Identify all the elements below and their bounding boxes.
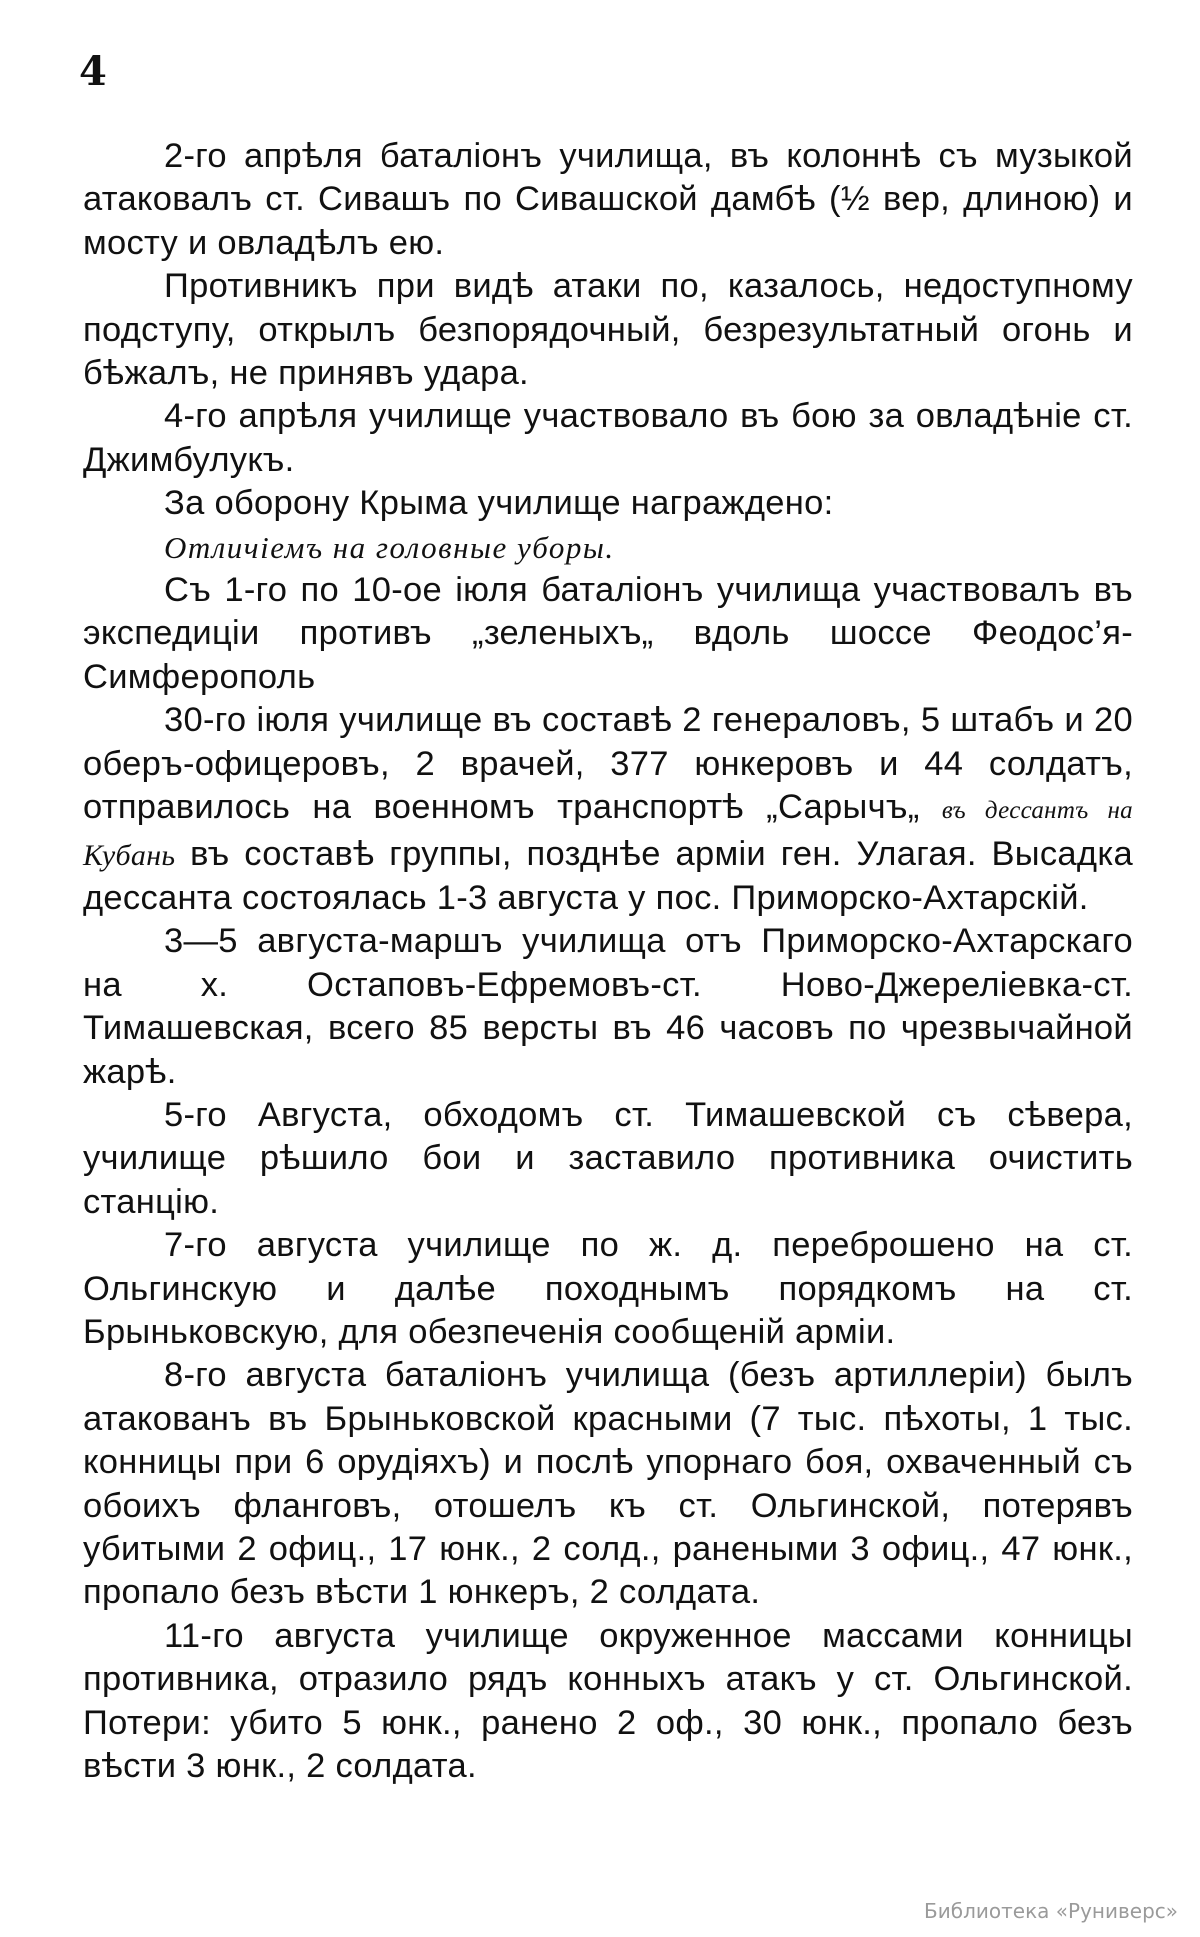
paragraph-march: 3—5 августа-маршъ училища отъ Приморско-Ахтарскаго на х. Остаповъ-Ефремовъ-ст. Ново-Джереліевка-ст. Тимашевская, всего 85 версты въ 46 часовъ по чрезвычайной жарѣ. (83, 922, 1133, 1091)
landing-italic: Кубань (83, 838, 176, 872)
paragraph-enemy-fled: Противникъ при видѣ атаки по, казалось, недоступному подступу, открылъ безпорядочный, безрезультатный огонь и бѣжалъ, не принявъ удара. (83, 267, 1133, 393)
paragraph-olginskaya-transfer: 7-го августа училище по ж. д. переброшено на ст. Ольгинскую и далѣе походнымъ порядкомъ на ст. Брыньковскую, для обезпеченія сообщеній арміи. (83, 1226, 1133, 1351)
library-watermark: Библиотека «Руниверс» (924, 1899, 1178, 1923)
paragraph-landing (83, 699, 1133, 920)
landing-text-start: 30-го іюля училище въ составѣ 2 генераловъ, 5 штабъ и 20 оберъ-офицеровъ, 2 врачей, 377 юнкеровъ и 44 солдатъ, отправилось на военномъ транспортѣ „Сарычъ„ (83, 701, 1133, 827)
paragraph-sivash: 2-го апрѣля баталіонъ училища, въ колоннѣ съ музыкой атаковалъ ст. Сивашъ по Сивашской дамбѣ (½ вер, длиною) и мосту и овладѣлъ ею. (83, 137, 1133, 262)
landing-italic-small: въ дессантъ на (941, 797, 1133, 825)
paragraph-award-name: Отличіемъ на головные уборы. (164, 529, 615, 565)
paragraph-brynkovskaya-battle: 8-го августа баталіонъ училища (безъ артиллеріи) былъ атакованъ въ Брыньковской красными (7 тыс. пѣхоты, 1 тыс. конницы при 6 орудіяхъ) и послѣ упорнаго боя, охваченный съ обоихъ фланговъ, отошелъ къ ст. Ольгинской, потерявъ убитыми 2 офиц., 17 юнк., 2 солд., ранеными 3 офиц., 47 юнк., пропало безъ вѣсти 1 юнкеръ, 2 солдата. (83, 1356, 1133, 1612)
page-number: 4 (79, 48, 107, 95)
text-body (83, 135, 1133, 1788)
paragraph-crimea-award: За оборону Крыма училище награждено: (164, 484, 834, 523)
landing-text-end: въ составѣ группы, позднѣе арміи ген. Улагая. Высадка дессанта состоялась 1-3 августа у пос. Приморско-Ахтарскій. (83, 834, 1133, 917)
paragraph-timashevskaya: 5-го Августа, обходомъ ст. Тимашевской съ сѣвера, училище рѣшило бои и заставило противника очистить станцію. (83, 1095, 1133, 1221)
paragraph-expedition: Съ 1-го по 10-ое іюля баталіонъ училища участвовалъ въ экспедиціи противъ „зеленыхъ„ вдоль шоссе Феодос’я-Симферополь (83, 571, 1133, 696)
paragraph-cavalry-attacks: 11-го августа училище окруженное массами конницы противника, отразило рядъ конныхъ атакъ у ст. Ольгинской. Потери: убито 5 юнк., ранено 2 оф., 30 юнк., пропало безъ вѣсти 3 юнк., 2 солдата. (83, 1616, 1133, 1786)
paragraph-dzhimbuluk: 4-го апрѣля училище участвовало въ бою за овладѣніе ст. Джимбулукъ. (83, 397, 1133, 479)
